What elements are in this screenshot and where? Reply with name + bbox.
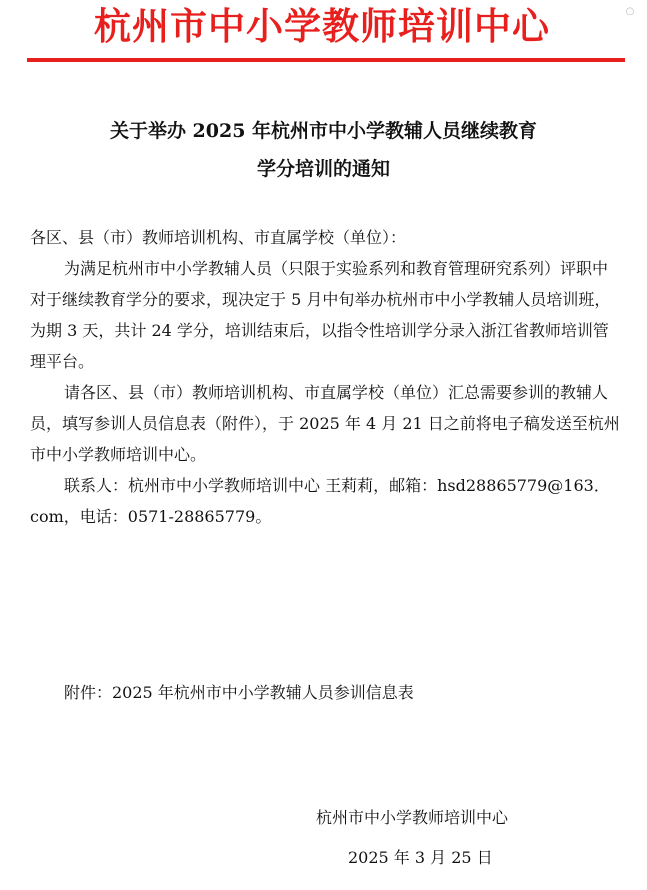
notice-title xyxy=(30,112,617,188)
signature-organization: 杭州市中小学教师培训中心 xyxy=(316,808,509,827)
signature-date: 2025 年 3 月 25 日 xyxy=(348,848,493,867)
notice-title-line-1: 关于举办 2025 年杭州市中小学教辅人员继续教育 xyxy=(109,120,538,142)
paragraph-submission-request: 请各区、县（市）教师培训机构、市直属学校（单位）汇总需要参训的教辅人员，填写参训人员信息表（附件），于 2025 年 4 月 21 日之前将电子稿发送至杭州市中小学教师培训中心。 xyxy=(30,383,620,464)
letterhead-red-rule xyxy=(27,58,625,62)
small-circle-icon: ○ xyxy=(625,6,635,17)
attachment-line: 附件：2025 年杭州市中小学教辅人员参训信息表 xyxy=(64,683,414,702)
salutation: 各区、县（市）教师培训机构、市直属学校（单位）： xyxy=(30,228,407,247)
paragraph-training-purpose: 为满足杭州市中小学教辅人员（只限于实验系列和教育管理研究系列）评职中对于继续教育学分的要求，现决定于 5 月中旬举办杭州市中小学教辅人员培训班，为期 3 天，共计 24 学分，培训结束后，以指令性培训学分录入浙江省教师培训管理平台。 xyxy=(30,259,611,371)
notice-title-line-2: 学分培训的通知 xyxy=(256,158,390,180)
letterhead-title: 杭州市中小学教师培训中心 xyxy=(94,5,550,48)
notice-body xyxy=(30,222,620,532)
letterhead xyxy=(0,0,647,60)
contact-information: 联系人：杭州市中小学教师培训中心 王莉莉，邮箱：hsd28865779@163．com，电话：0571-28865779。 xyxy=(30,476,610,526)
